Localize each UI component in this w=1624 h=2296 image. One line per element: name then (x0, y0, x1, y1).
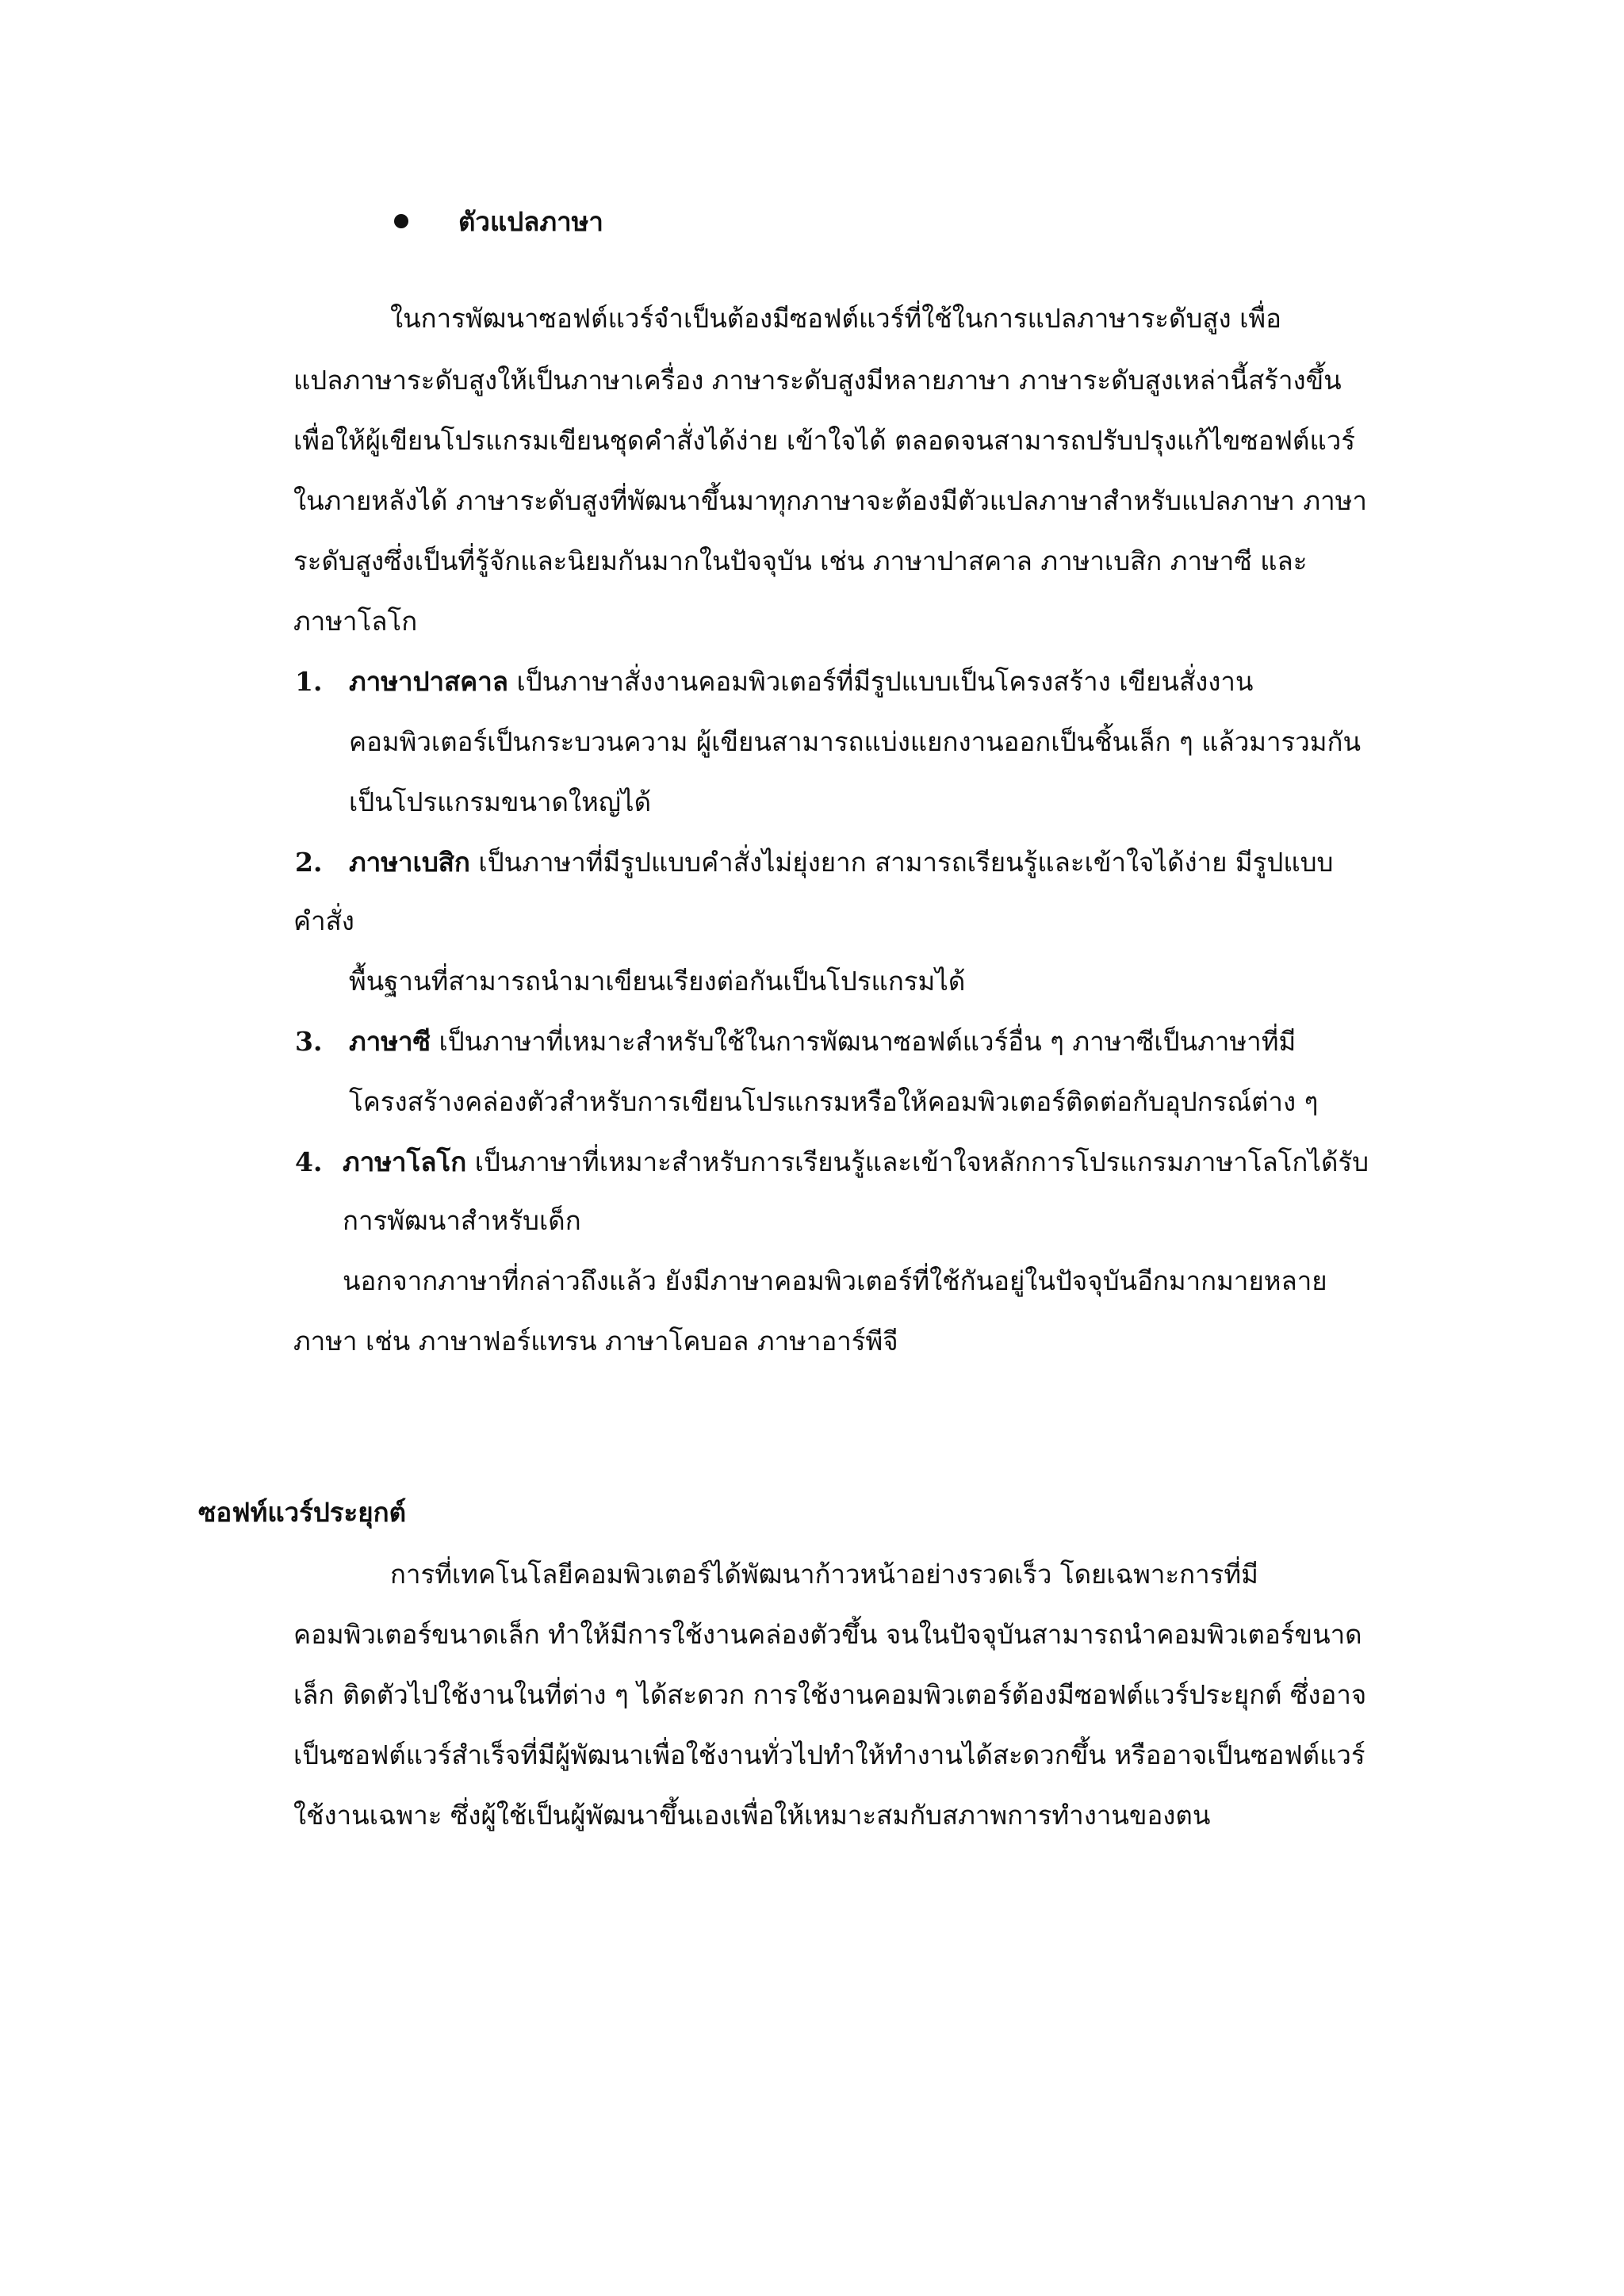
list-item-continuation: เป็นโปรแกรมขนาดใหญ่ได้ (349, 786, 651, 817)
list-number: 4. (295, 1146, 323, 1177)
intro-line: ในภายหลังได้ ภาษาระดับสูงที่พัฒนาขึ้นมาทุกภาษาจะต้องมีตัวแปลภาษาสำหรับแปลภาษา ภาษา (293, 485, 1367, 516)
list-item-term: ภาษาเบสิก (349, 847, 470, 878)
list-item-text: เป็นภาษาที่เหมาะสำหรับการเรียนรู้และเข้าใจหลักการโปรแกรมภาษาโลโกได้รับ (466, 1146, 1369, 1177)
intro-line: เพื่อให้ผู้เขียนโปรแกรมเขียนชุดคำสั่งได้ง่าย เข้าใจได้ ตลอดจนสามารถปรับปรุงแก้ไขซอฟต์แวร์ (293, 425, 1355, 456)
closing-line: นอกจากภาษาที่กล่าวถึงแล้ว ยังมีภาษาคอมพิวเตอร์ที่ใช้กันอยู่ในปัจจุบันอีกมากมายหลาย (343, 1265, 1327, 1296)
intro-line: ในการพัฒนาซอฟต์แวร์จำเป็นต้องมีซอฟต์แวร์ที่ใช้ในการแปลภาษาระดับสูง เพื่อ (390, 303, 1281, 334)
list-item-wrap: คำสั่ง (293, 905, 354, 936)
body-line: ใช้งานเฉพาะ ซึ่งผู้ใช้เป็นผู้พัฒนาขึ้นเองเพื่อให้เหมาะสมกับสภาพการทำงานของตน (293, 1800, 1211, 1831)
closing-line: ภาษา เช่น ภาษาฟอร์แทรน ภาษาโคบอล ภาษาอาร์พีจี (293, 1326, 898, 1357)
body-line: เป็นซอฟต์แวร์สำเร็จที่มีผู้พัฒนาเพื่อใช้งานทั่วไปทำให้ทำงานได้สะดวกขึ้น หรืออาจเป็นซอฟต์แวร์ (293, 1739, 1365, 1770)
section-heading: ซอฟท์แวร์ประยุกต์ (198, 1497, 407, 1528)
list-number: 1. (295, 666, 323, 697)
list-number: 3. (295, 1026, 323, 1057)
list-item-first-line (349, 1024, 1296, 1059)
body-line: เล็ก ติดตัวไปใช้งานในที่ต่าง ๆ ได้สะดวก การใช้งานคอมพิวเตอร์ต้องมีซอฟต์แวร์ประยุกต์ ซึ่งอาจ (293, 1679, 1367, 1710)
list-item-continuation: คอมพิวเตอร์เป็นกระบวนความ ผู้เขียนสามารถแบ่งแยกงานออกเป็นชิ้นเล็ก ๆ แล้วมารวมกัน (349, 726, 1362, 757)
list-item-continuation: โครงสร้างคล่องตัวสำหรับการเขียนโปรแกรมหรือให้คอมพิวเตอร์ติดต่อกับอุปกรณ์ต่าง ๆ (349, 1086, 1319, 1117)
list-item-term: ภาษาซี (349, 1026, 431, 1057)
bullet-heading: ตัวแปลภาษา (458, 206, 603, 237)
list-item-term: ภาษาปาสคาล (349, 666, 509, 697)
list-item-continuation: การพัฒนาสำหรับเด็ก (343, 1205, 581, 1236)
intro-line: แปลภาษาระดับสูงให้เป็นภาษาเครื่อง ภาษาระดับสูงมีหลายภาษา ภาษาระดับสูงเหล่านี้สร้างขึ้น (293, 365, 1342, 396)
intro-line: ภาษาโลโก (293, 606, 418, 637)
list-item-first-line (349, 664, 1253, 699)
intro-line: ระดับสูงซึ่งเป็นที่รู้จักและนิยมกันมากในปัจจุบัน เช่น ภาษาปาสคาล ภาษาเบสิก ภาษาซี และ (293, 545, 1308, 576)
body-line: คอมพิวเตอร์ขนาดเล็ก ทำให้มีการใช้งานคล่องตัวขึ้น จนในปัจจุบันสามารถนำคอมพิวเตอร์ขนาด (293, 1619, 1362, 1650)
list-item-continuation: พื้นฐานที่สามารถนำมาเขียนเรียงต่อกันเป็นโปรแกรมได้ (349, 966, 966, 997)
list-item-text: เป็นภาษาที่เหมาะสำหรับใช้ในการพัฒนาซอฟต์แวร์อื่น ๆ ภาษาซีเป็นภาษาที่มี (430, 1026, 1297, 1057)
list-item-term: ภาษาโลโก (343, 1146, 467, 1177)
list-item-text: เป็นภาษาสั่งงานคอมพิวเตอร์ที่มีรูปแบบเป็นโครงสร้าง เขียนสั่งงาน (508, 666, 1254, 697)
body-line: การที่เทคโนโลยีคอมพิวเตอร์ได้พัฒนาก้าวหน้าอย่างรวดเร็ว โดยเฉพาะการที่มี (390, 1559, 1258, 1590)
list-item-first-line (349, 845, 1334, 880)
list-number: 2. (295, 847, 323, 878)
list-item-first-line (343, 1145, 1369, 1180)
list-item-text: เป็นภาษาที่มีรูปแบบคำสั่งไม่ยุ่งยาก สามารถเรียนรู้และเข้าใจได้ง่าย มีรูปแบบ (469, 847, 1334, 878)
bullet-dot-icon (394, 214, 408, 228)
